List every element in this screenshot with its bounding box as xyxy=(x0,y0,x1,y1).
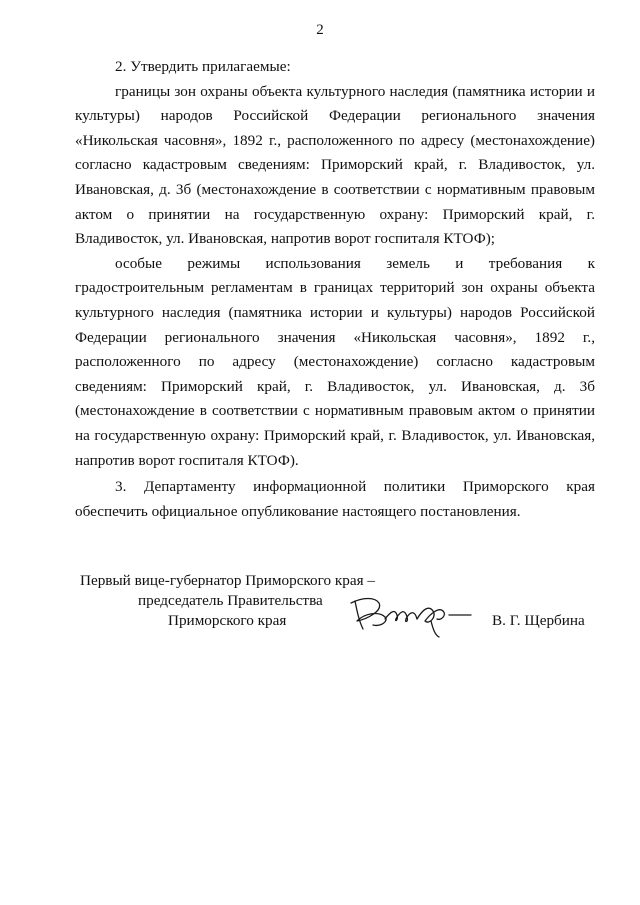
document-body xyxy=(75,55,595,524)
paragraph-land-use-regimes: особые режимы использования земель и требования к градостроительным регламентам в границах территорий зон охраны объекта культурного наследия (памятника истории и культуры) народов Российской Федерации регионального значения «Никольская часовня», 1892 г., расположенного по адресу (местонахождение) согласно кадастровым сведениям: Приморский край, г. Владивосток, ул. Ивановская, д. 3б (местонахождение в соответствии с нормативным правовым актом о принятии на государственную охрану: Приморский край, г. Владивосток, ул. Ивановская, напротив ворот госпиталя КТОФ). xyxy=(75,254,595,469)
signatory-title-line-1: Первый вице-губернатор Приморского края – xyxy=(80,572,375,589)
signatory-name: В. Г. Щербина xyxy=(492,612,585,629)
signatory-title-line-2: председатель Правительства xyxy=(138,592,323,609)
paragraph-protection-zone-boundaries: границы зон охраны объекта культурного наследия (памятника истории и культуры) народов Российской Федерации регионального значения «Никольская часовня», 1892 г., расположенного по адресу (местонахождение) согласно кадастровым сведениям: Приморский край, г. Владивосток, ул. Ивановская, д. 3б (местонахождение в соответствии с нормативным правовым актом о принятии на государственную охрану: Приморский край, г. Владивосток, ул. Ивановская, напротив ворот госпиталя КТОФ); xyxy=(75,82,595,248)
paragraph-item-3-publication: 3. Департаменту информационной политики Приморского края обеспечить официальное опубликование настоящего постановления. xyxy=(75,478,595,520)
handwritten-signature xyxy=(345,591,485,641)
page-number: 2 xyxy=(316,22,324,38)
signature-block xyxy=(80,571,600,641)
paragraph-item-2-heading: 2. Утвердить прилагаемые: xyxy=(115,58,291,75)
signatory-title-line-3: Приморского края xyxy=(168,612,287,629)
